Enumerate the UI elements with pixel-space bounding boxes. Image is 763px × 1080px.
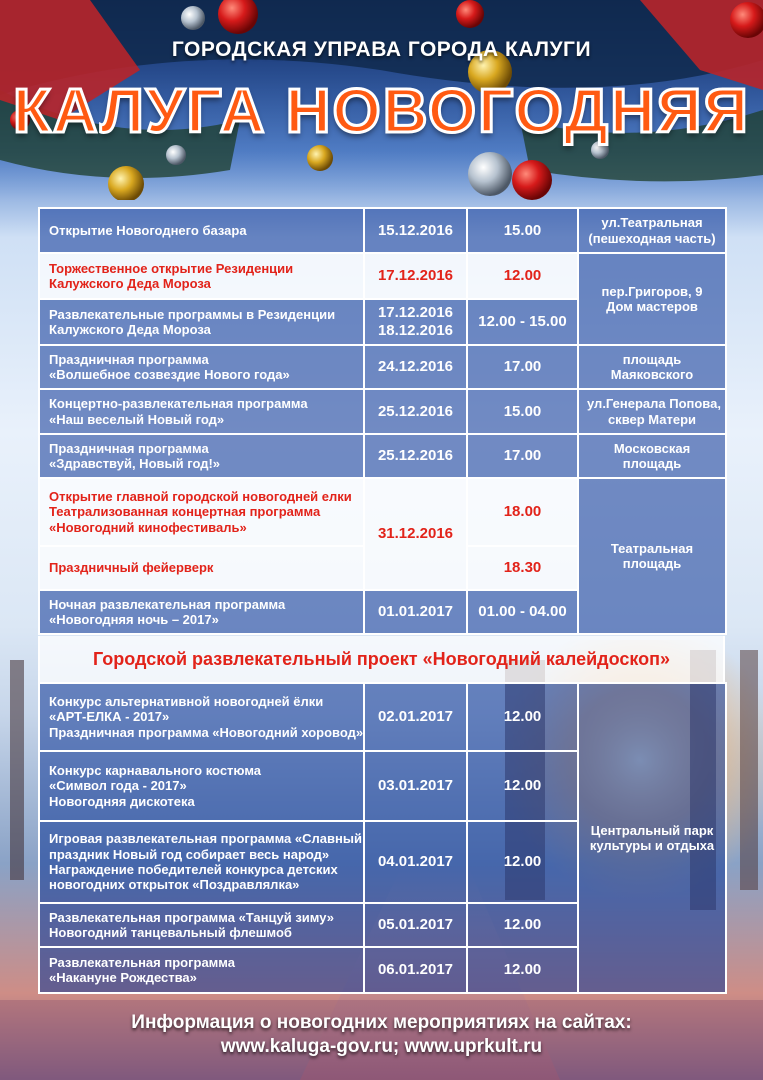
event-cell: Концертно-развлекательная программа «Наш веселый Новый год» (39, 389, 364, 434)
time-cell: 12.00 (467, 947, 578, 993)
date-cell: 24.12.2016 (364, 345, 467, 389)
time-cell: 15.00 (467, 208, 578, 253)
date-cell: 01.01.2017 (364, 590, 467, 634)
date-cell: 15.12.2016 (364, 208, 467, 253)
date-cell: 06.01.2017 (364, 947, 467, 993)
date-cell: 02.01.2017 (364, 683, 467, 751)
place-cell: ул.Театральная (пешеходная часть) (578, 208, 726, 253)
schedule-row (39, 208, 726, 253)
place-cell: пер.Григоров, 9 Дом мастеров (578, 253, 726, 345)
time-cell: 01.00 - 04.00 (467, 590, 578, 634)
schedule-row (39, 389, 726, 434)
event-cell: Праздничный фейерверк (39, 546, 364, 590)
time-cell: 15.00 (467, 389, 578, 434)
time-cell: 18.00 (467, 478, 578, 546)
schedule-row (39, 345, 726, 389)
event-cell: Открытие главной городской новогодней елки Театрализованная концертная программа «Новогодний кинофестиваль» (39, 478, 364, 546)
event-cell: Праздничная программа «Волшебное созвездие Нового года» (39, 345, 364, 389)
event-cell: Развлекательная программа «Накануне Рождества» (39, 947, 364, 993)
time-cell: 12.00 (467, 821, 578, 903)
time-cell: 12.00 (467, 751, 578, 821)
schedule-table (38, 207, 727, 635)
place-cell: Московская площадь (578, 434, 726, 478)
time-cell: 12.00 (467, 253, 578, 299)
time-cell: 18.30 (467, 546, 578, 590)
time-cell: 12.00 (467, 903, 578, 947)
footer-line-info: Информация о новогодних мероприятиях на сайтах: (131, 1012, 632, 1033)
footer-websites[interactable]: www.kaluga-gov.ru; www.uprkult.ru (220, 1036, 543, 1057)
footer-info (0, 1011, 763, 1059)
project-row (39, 683, 726, 751)
date-cell: 03.01.2017 (364, 751, 467, 821)
event-cell: Ночная развлекательная программа «Новогодняя ночь – 2017» (39, 590, 364, 634)
schedule-row (39, 253, 726, 299)
place-cell: Театральная площадь (578, 478, 726, 634)
date-cell: 25.12.2016 (364, 434, 467, 478)
poster-title: КАЛУГА НОВОГОДНЯЯ (13, 77, 750, 146)
event-cell: Развлекательные программы в Резиденции Калужского Деда Мороза (39, 299, 364, 345)
schedule-row (39, 434, 726, 478)
event-cell: Праздничная программа «Здравствуй, Новый год!» (39, 434, 364, 478)
time-cell: 12.00 - 15.00 (467, 299, 578, 345)
place-cell: ул.Генерала Попова, сквер Матери (578, 389, 726, 434)
date-cell: 05.01.2017 (364, 903, 467, 947)
date-cell: 31.12.2016 (364, 478, 467, 590)
date-cell: 17.12.2016 (364, 253, 467, 299)
date-cell: 04.01.2017 (364, 821, 467, 903)
event-cell: Конкурс карнавального костюма «Символ года - 2017» Новогодняя дискотека (39, 751, 364, 821)
event-cell: Конкурс альтернативной новогодней ёлки «АРТ-ЕЛКА - 2017» Праздничная программа «Новогодний хоровод» (39, 683, 364, 751)
date-cell: 25.12.2016 (364, 389, 467, 434)
project-banner: Городской развлекательный проект «Новогодний калейдоскоп» (38, 636, 725, 682)
time-cell: 17.00 (467, 434, 578, 478)
date-cell: 17.12.2016 18.12.2016 (364, 299, 467, 345)
time-cell: 17.00 (467, 345, 578, 389)
event-cell: Торжественное открытие Резиденции Калужского Деда Мороза (39, 253, 364, 299)
place-cell: Центральный парк культуры и отдыха (578, 683, 726, 993)
event-cell: Открытие Новогоднего базара (39, 208, 364, 253)
time-cell: 12.00 (467, 683, 578, 751)
event-cell: Игровая развлекательная программа «Славный праздник Новый год собирает весь народ» Награждение победителей конкурса детских новогодних открыток «Поздравлялка» (39, 821, 364, 903)
project-table (38, 682, 727, 994)
place-cell: площадь Маяковского (578, 345, 726, 389)
event-cell: Развлекательная программа «Танцуй зиму» Новогодний танцевальный флешмоб (39, 903, 364, 947)
organization-header: ГОРОДСКАЯ УПРАВА ГОРОДА КАЛУГИ (171, 38, 592, 61)
schedule-row (39, 478, 726, 546)
